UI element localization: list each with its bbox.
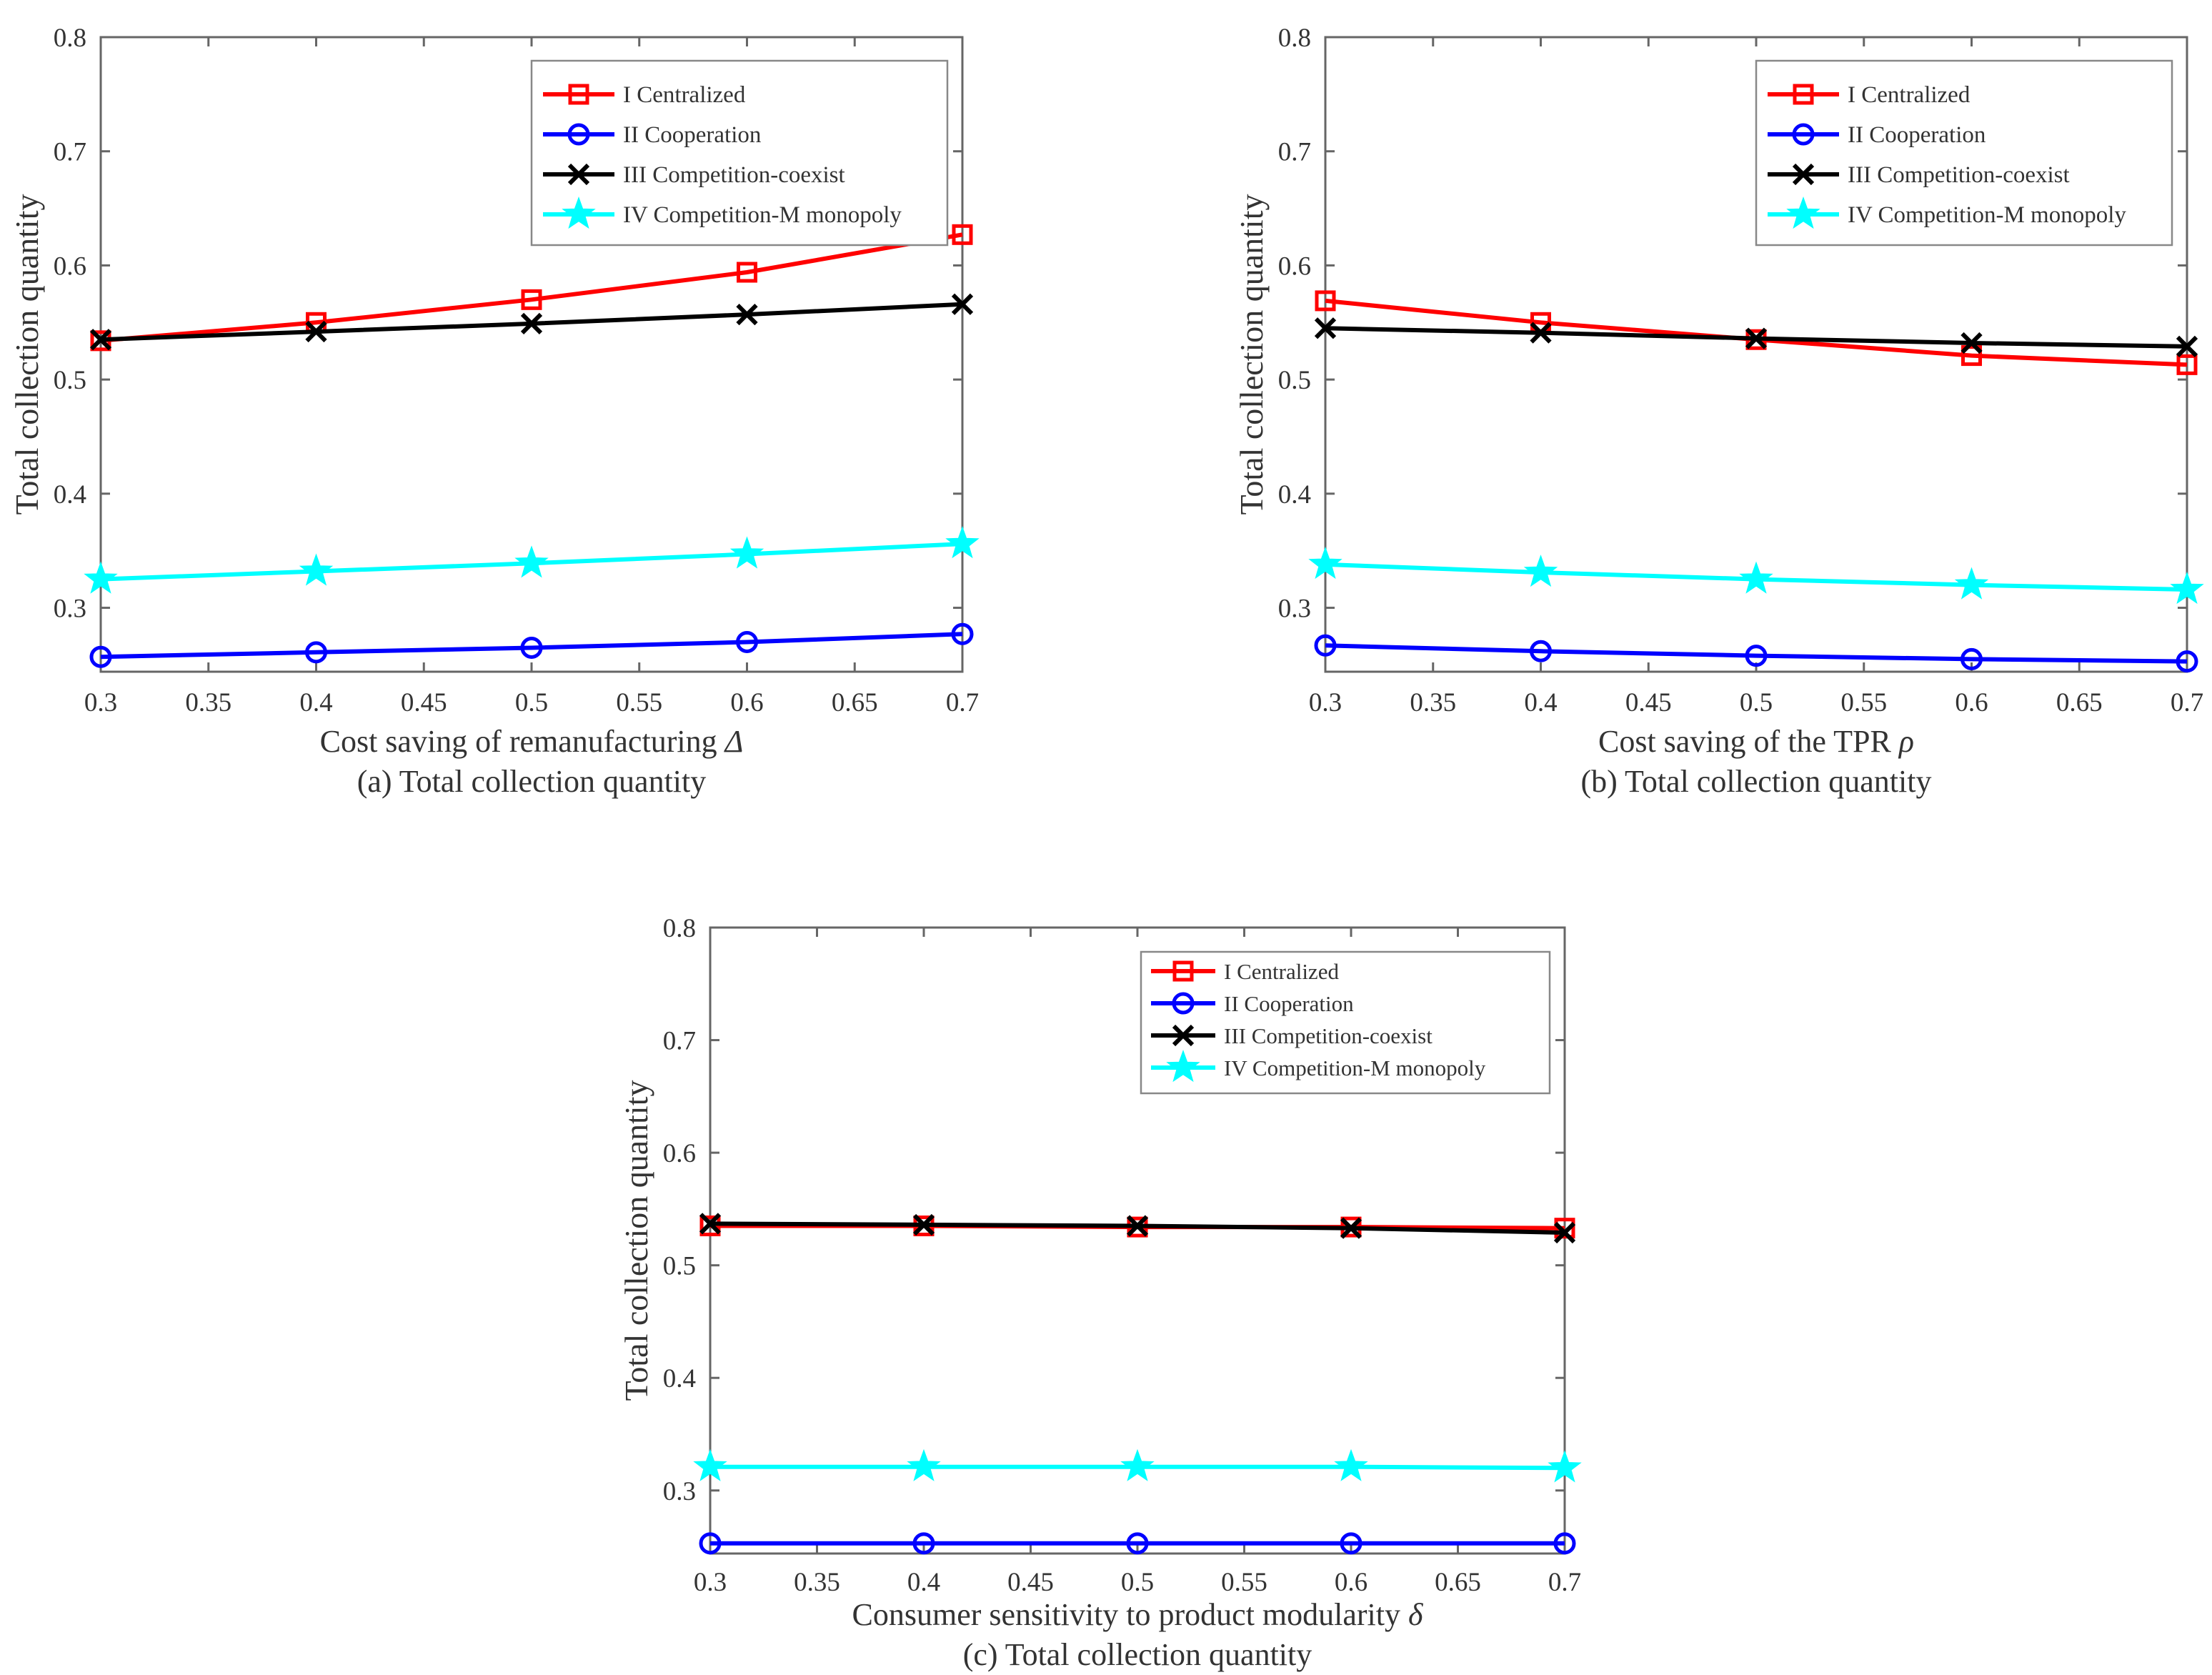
y-tick-label: 0.7 (53, 137, 86, 167)
y-axis-label: Total collection quantity (618, 1080, 654, 1401)
legend-label: III Competition-coexist (1224, 1023, 1433, 1048)
marker-star (1336, 1451, 1366, 1480)
y-tick-label: 0.7 (662, 1026, 696, 1056)
x-tick-label: 0.65 (831, 688, 878, 717)
y-tick-label: 0.3 (662, 1476, 696, 1506)
chart-caption: (c) Total collection quantity (962, 1637, 1312, 1672)
marker-star (909, 1451, 939, 1480)
legend-label: I Centralized (1848, 82, 1971, 108)
y-tick-label: 0.4 (53, 479, 86, 510)
legend-label: III Competition-coexist (1848, 162, 2070, 188)
legend-label: II Cooperation (623, 122, 762, 148)
y-tick-label: 0.4 (1277, 479, 1311, 510)
x-axis-label: Consumer sensitivity to product modularity δ (852, 1597, 1423, 1632)
x-tick-label: 0.4 (907, 1568, 941, 1597)
legend (1756, 61, 2172, 245)
x-axis-symbol: δ (1400, 1597, 1423, 1632)
x-tick-label: 0.6 (1334, 1568, 1368, 1597)
marker-star (302, 556, 332, 585)
x-tick-label: 0.5 (1739, 688, 1773, 717)
legend-label: III Competition-coexist (623, 162, 845, 188)
x-tick-label: 0.65 (1435, 1568, 1481, 1597)
x-tick-label: 0.4 (299, 688, 333, 717)
legend-label: I Centralized (623, 82, 746, 108)
x-axis-symbol: ρ (1890, 724, 1915, 759)
x-tick-label: 0.6 (730, 688, 764, 717)
legend-label: IV Competition-M monopoly (623, 202, 902, 228)
x-tick-label: 0.7 (1548, 1568, 1582, 1597)
marker-star (1122, 1451, 1152, 1480)
series-iii-competition-coexist (1316, 319, 2196, 356)
y-axis-label: Total collection quantity (1233, 194, 1270, 515)
legend-label: IV Competition-M monopoly (1848, 202, 2126, 228)
x-tick-label: 0.3 (1308, 688, 1342, 717)
x-tick-label: 0.35 (185, 688, 232, 717)
x-tick-label: 0.5 (1120, 1568, 1155, 1597)
x-tick-label: 0.55 (616, 688, 663, 717)
legend (532, 61, 947, 245)
y-tick-label: 0.3 (53, 594, 86, 624)
x-tick-label: 0.55 (1221, 1568, 1267, 1597)
x-tick-label: 0.45 (1625, 688, 1672, 717)
y-tick-label: 0.8 (1277, 24, 1311, 53)
x-axis-symbol: Δ (717, 724, 744, 759)
y-tick-label: 0.5 (1277, 366, 1311, 396)
marker-star (1526, 557, 1556, 585)
x-tick-label: 0.45 (1007, 1568, 1054, 1597)
x-tick-label: 0.35 (794, 1568, 840, 1597)
x-tick-label: 0.7 (2170, 688, 2204, 717)
chart-caption: (b) Total collection quantity (1580, 764, 1932, 799)
chart-b (1233, 24, 2203, 799)
legend-label: II Cooperation (1848, 122, 1986, 148)
series-iii-competition-coexist (91, 295, 972, 349)
marker-star (732, 539, 762, 567)
legend-label: IV Competition-M monopoly (1224, 1055, 1486, 1080)
x-tick-label: 0.35 (1410, 688, 1457, 717)
series-ii-cooperation (91, 625, 972, 666)
y-tick-label: 0.6 (53, 252, 86, 282)
x-tick-label: 0.55 (1840, 688, 1888, 717)
y-tick-label: 0.8 (662, 914, 696, 943)
x-tick-label: 0.45 (400, 688, 447, 717)
x-tick-label: 0.65 (2056, 688, 2103, 717)
legend (1141, 952, 1550, 1093)
series-iv-competition-m-monopoly (86, 528, 977, 592)
x-tick-label: 0.3 (84, 688, 118, 717)
x-axis-label: Cost saving of the TPR ρ (1598, 724, 1915, 759)
y-tick-label: 0.3 (1277, 594, 1311, 624)
marker-star (1957, 570, 1987, 598)
y-tick-label: 0.6 (1277, 252, 1311, 282)
chart-c (618, 914, 1581, 1672)
y-tick-label: 0.5 (53, 366, 86, 396)
x-tick-label: 0.7 (945, 688, 980, 717)
x-tick-label: 0.5 (514, 688, 549, 717)
chart-a (9, 24, 979, 799)
y-axis-label: Total collection quantity (9, 194, 45, 515)
marker-star (517, 547, 547, 576)
legend-label: I Centralized (1224, 959, 1339, 984)
legend-label: II Cooperation (1224, 991, 1354, 1016)
series-iv-competition-m-monopoly (1310, 549, 2202, 602)
series-ii-cooperation (1316, 636, 2196, 670)
marker-star (1741, 564, 1771, 592)
x-tick-label: 0.3 (693, 1568, 727, 1597)
x-tick-label: 0.6 (1955, 688, 1988, 717)
y-tick-label: 0.5 (662, 1251, 696, 1281)
x-tick-label: 0.4 (1524, 688, 1558, 717)
chart-caption: (a) Total collection quantity (357, 764, 707, 799)
y-tick-label: 0.8 (53, 24, 86, 53)
y-tick-label: 0.7 (1277, 137, 1311, 167)
x-axis-label: Cost saving of remanufacturing Δ (319, 724, 744, 759)
y-tick-label: 0.4 (662, 1364, 696, 1394)
series-iv-competition-m-monopoly (695, 1451, 1580, 1481)
y-tick-label: 0.6 (662, 1139, 696, 1169)
